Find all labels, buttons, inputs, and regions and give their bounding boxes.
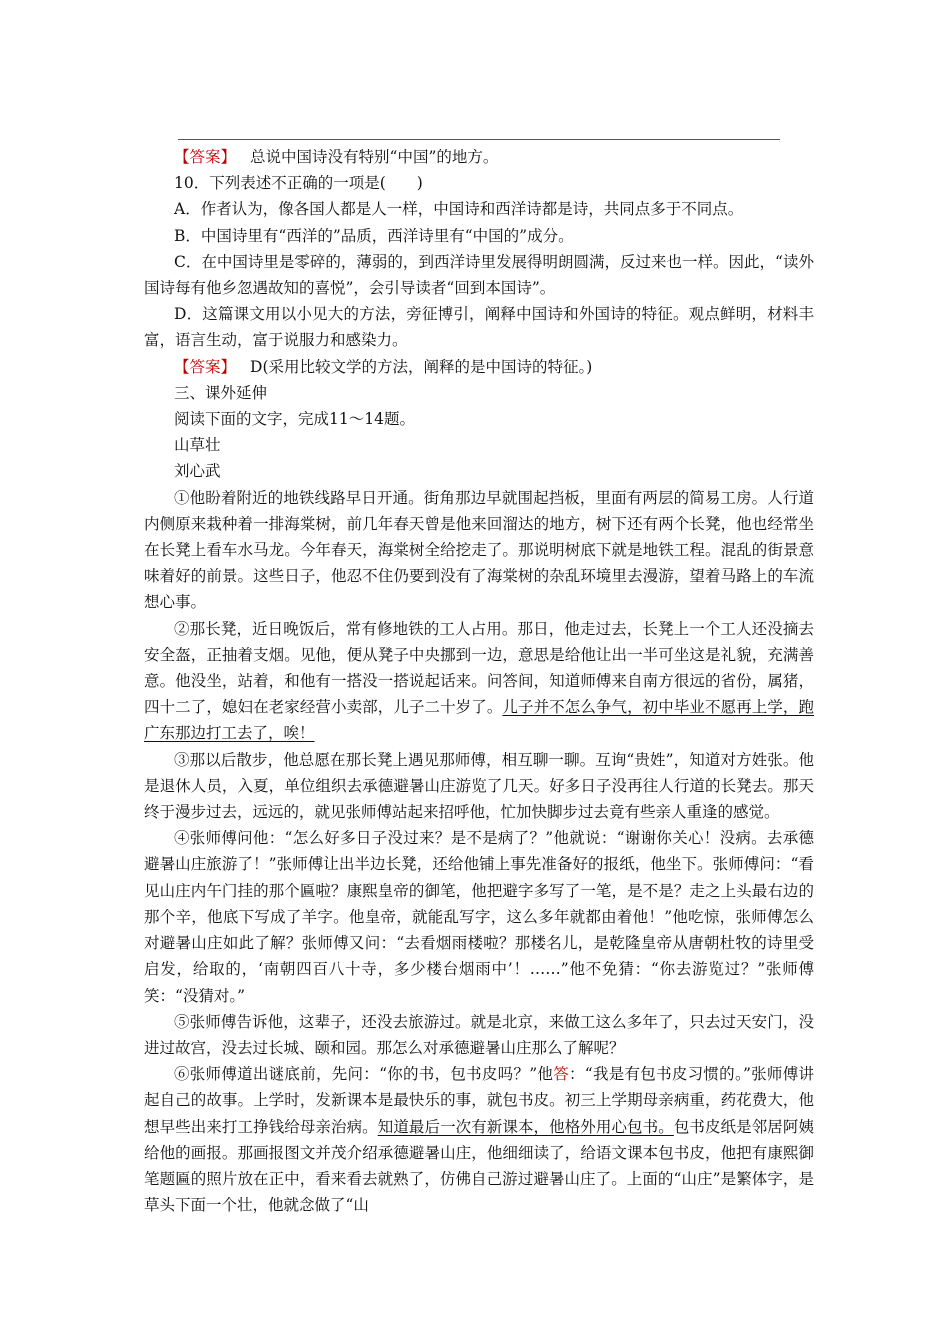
paragraph-6-text-2: ：“我是有包书皮习惯的。”张师傅讲起自己的故事。上学时，发新课本是最快乐的事，就包书皮。初三上学期母亲病重，药花费大，他想早些出来打工挣钱给母亲治病。 [144,1065,814,1136]
header-rule [178,139,780,140]
story-title: 山草壮 [174,436,221,455]
section-heading: 三、课外延伸 [174,383,268,402]
paragraph-6 [144,1061,814,1218]
paragraph-1: ①他盼着附近的地铁线路早日开通。街角那边早就围起挡板，里面有两层的简易工房。人行道内侧原来栽种着一排海棠树，前几年春天曾是他来回溜达的地方，树下还有两个长凳，他也经常坐在长凳上看车水马龙。今年春天，海棠树全给挖走了。那说明树底下就是地铁工程。混乱的街景意味着好的前景。这些日子，他忍不住仍要到没有了海棠树的杂乱环境里去漫游，望着马路上的车流想心事。 [144,488,814,612]
paragraph-6-text: ⑥张师傅道出谜底前，先问：“你的书，包书皮吗？”他 [174,1065,554,1084]
highlighted-word: 答 [553,1065,569,1084]
underlined-sentence-2: 知道最后一次有新课本，他格外用心包书。 [377,1117,674,1136]
answer-line-1 [144,144,814,170]
paragraph-3: ③那以后散步，他总愿在那长凳上遇见那师傅，相互聊一聊。互询“贵姓”，知道对方姓张。他是退休人员，入夏，单位组织去承德避暑山庄游览了几天。好多日子没再往人行道的长凳去。那天终于漫步过去，远远的，就见张师傅站起来招呼他，忙加快脚步过去竟有些亲人重逢的感觉。 [144,750,814,822]
story-author: 刘心武 [174,462,221,481]
document-body [144,144,814,1218]
paragraph-2 [144,616,814,747]
paragraph-5: ⑤张师傅告诉他，这辈子，还没去旅游过。就是北京，来做工这么多年了，只去过天安门，没进过故宫，没去过长城、颐和园。那怎么对承德避暑山庄那么了解呢？ [144,1012,814,1057]
answer-tag: 【答案】 [174,357,237,376]
option-a: A．作者认为，像各国人都是人一样，中国诗和西洋诗都是诗，共同点多于不同点。 [174,200,744,219]
underlined-sentence: 儿子并不怎么争气，初中毕业不愿再上学，跑广东那边打工去了，唉！ [144,698,814,743]
option-b: B．中国诗里有“西洋的”品质，西洋诗里有“中国的”成分。 [174,226,574,245]
option-d: D．这篇课文用以小见大的方法，旁征博引，阐释中国诗和外国诗的特征。观点鲜明，材料丰富，语言生动，富于说服力和感染力。 [144,305,814,350]
paragraph-4: ④张师傅问他：“怎么好多日子没过来？是不是病了？”他就说：“谢谢你关心！没病。去承德避暑山庄旅游了！”张师傅让出半边长凳，还给他铺上事先准备好的报纸，他坐下。张师傅问：“看见山庄内午门挂的那个匾啦？康熙皇帝的御笔，他把避字多写了一笔，是不是？走之上头最右边的那个辛，他底下写成了羊字。他皇帝，就能乱写字，这么多年就都由着他！”他吃惊，张师傅怎么对避暑山庄如此了解？张师傅又问：“去看烟雨楼啦？那楼名儿，是乾隆皇帝从唐朝杜牧的诗里受启发，给取的，‘南朝四百八十寺，多少楼台烟雨中’！……”他不免猜：“你去游览过？”张师傅笑：“没猜对。” [144,829,814,1005]
reading-instruction: 阅读下面的文字，完成11～14题。 [174,410,415,429]
answer-line-2 [144,354,814,380]
paragraph-6-text-3: 包书皮纸是邻居阿姨给他的画报。那画报图文并茂介绍承德避暑山庄，他细细读了，给语文课本包书皮，他把有康熙御笔题匾的照片放在正中，看来看去就熟了，仿佛自己游过避暑山庄了。上面的“山庄”是繁体字，是草头下面一个壮，他就念做了“山 [144,1117,814,1215]
question-10-stem: 10．下列表述不正确的一项是( ) [174,174,423,193]
answer-text: D(采用比较文学的方法，阐释的是中国诗的特征。) [250,357,593,376]
answer-tag: 【答案】 [174,148,237,166]
answer-text: 总说中国诗没有特别“中国”的地方。 [250,148,499,166]
paragraph-2-text: ②那长凳，近日晚饭后，常有修地铁的工人占用。那日，他走过去，长凳上一个工人还没摘去安全盔，正抽着支烟。见他，便从凳子中央挪到一边，意思是给他让出一半可坐这是礼貌，充满善意。他没坐，站着，和他有一搭没一搭说起话来。问答间，知道师傅来自南方很远的省份，属猪，四十二了，媳妇在老家经营小卖部，儿子二十岁了。 [144,619,814,717]
option-c: C．在中国诗里是零碎的，薄弱的，到西洋诗里发展得明朗圆满，反过来也一样。因此，“读外国诗每有他乡忽遇故知的喜悦”，会引导读者“回到本国诗”。 [144,252,814,298]
